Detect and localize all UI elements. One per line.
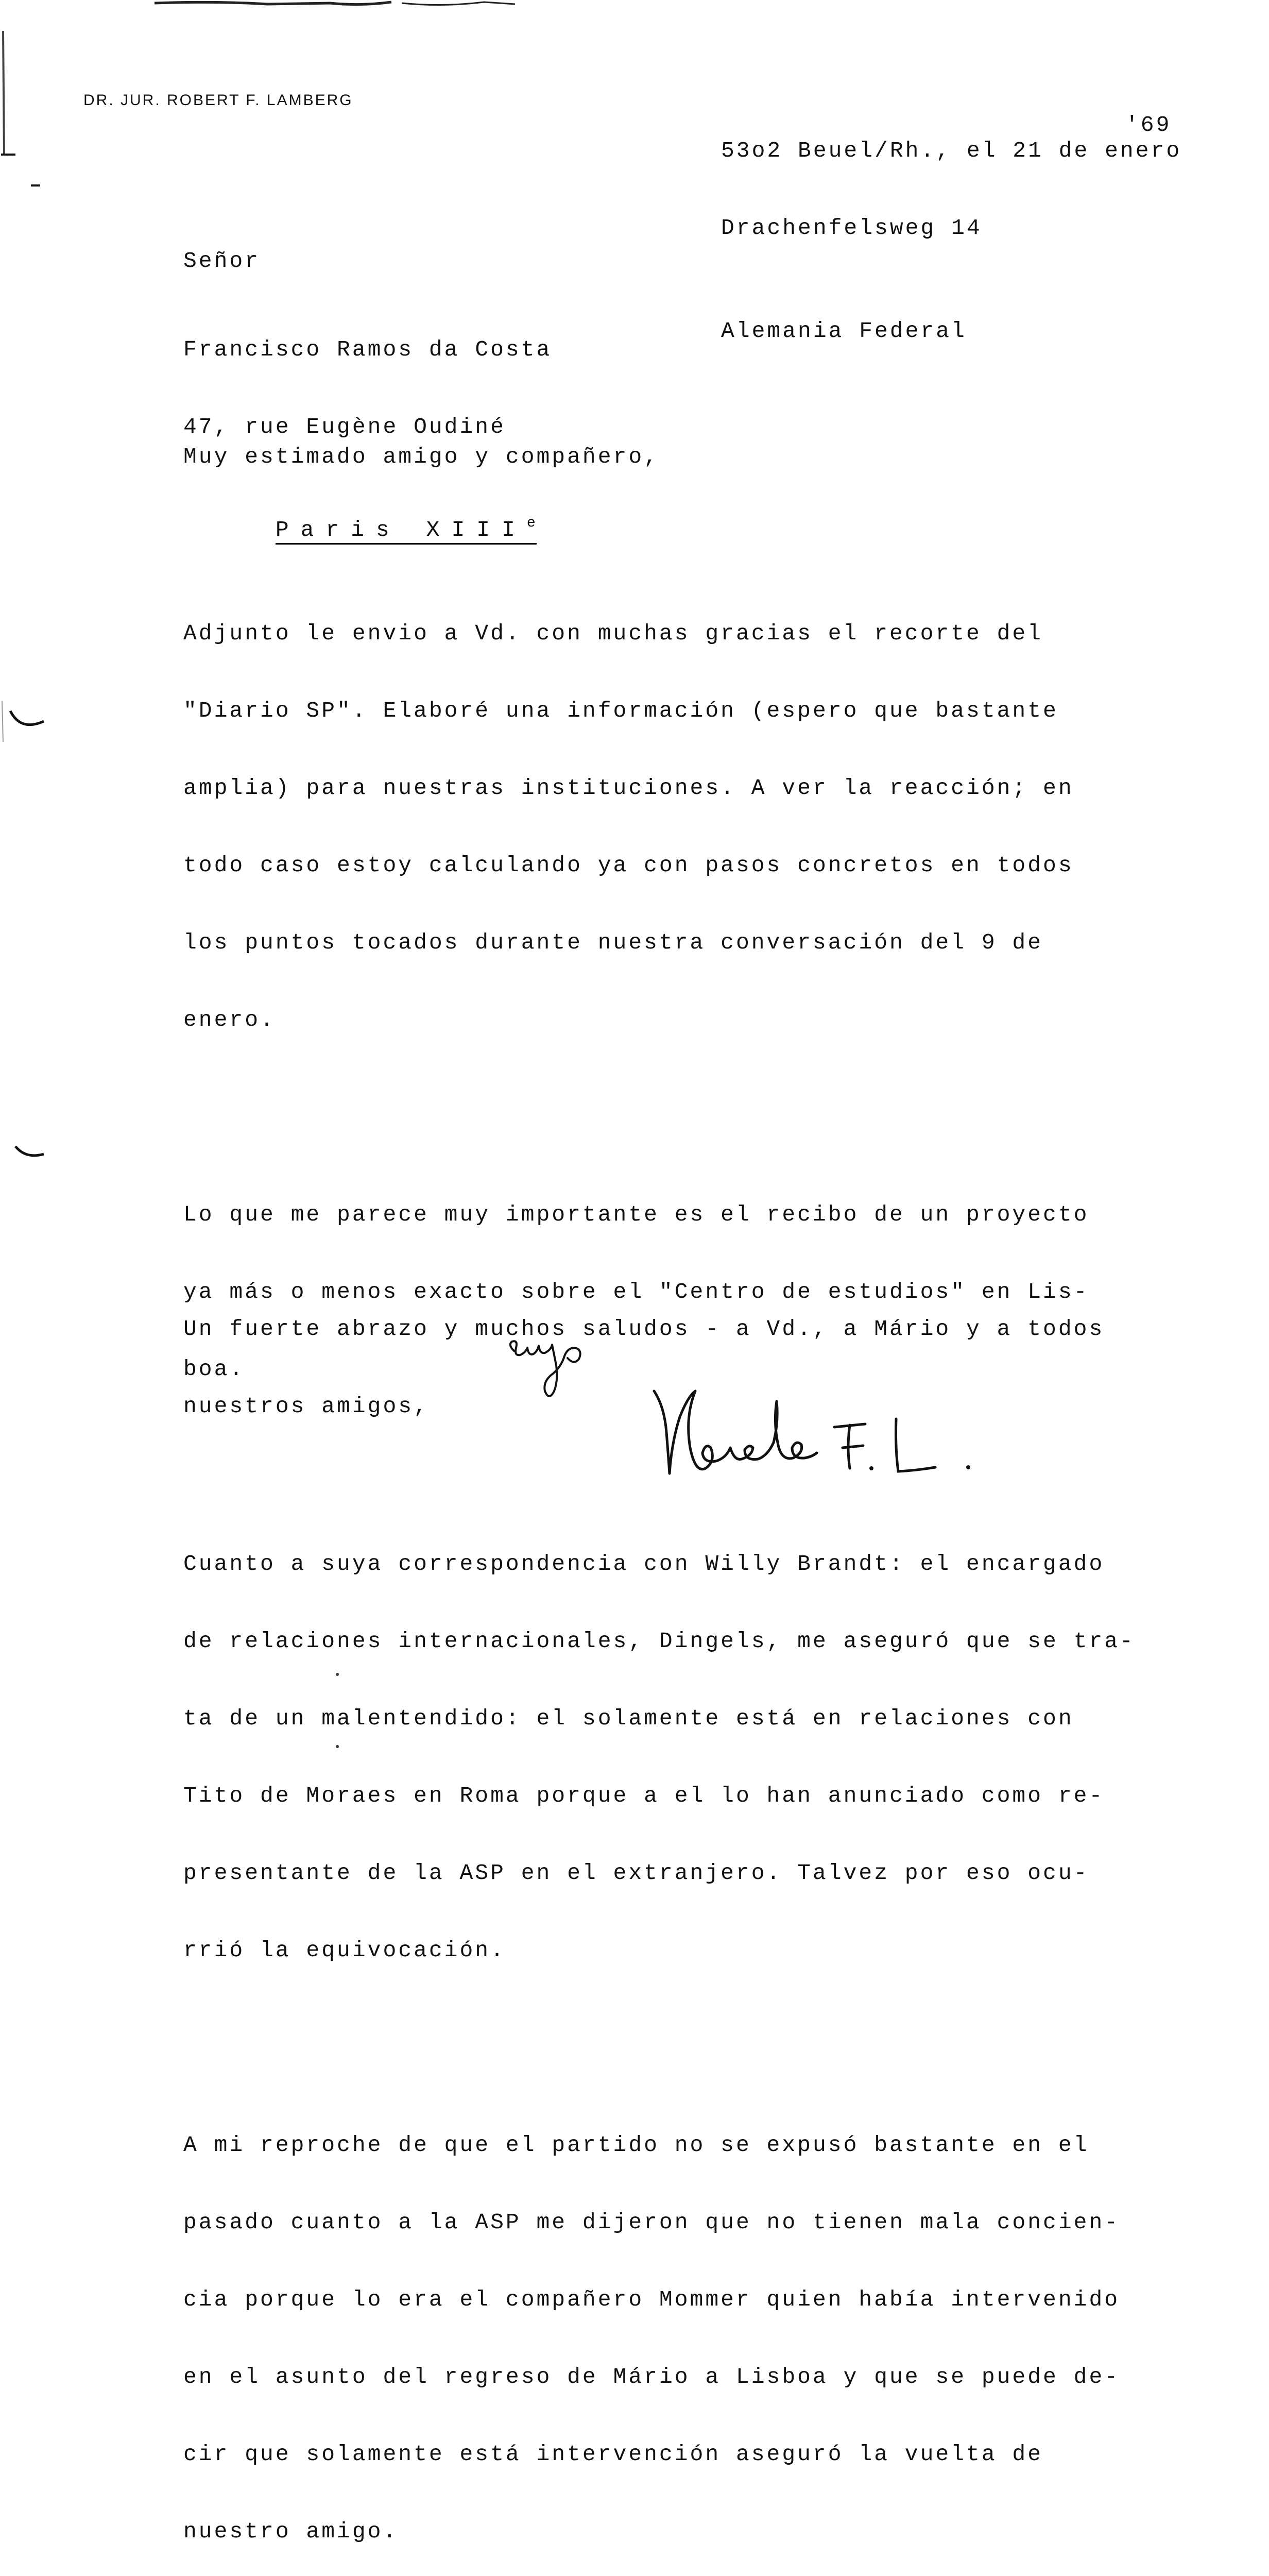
letter-year: '69 — [1125, 112, 1172, 138]
body-line: cir que solamente está intervención aseguró la vuelta de — [183, 2442, 1043, 2467]
sender-address — [721, 87, 1181, 396]
recipient-street: 47, rue Eugène Oudiné — [183, 414, 506, 439]
recipient-city-suffix: e — [526, 515, 537, 531]
body-line: los puntos tocados durante nuestra conversación del 9 de — [183, 930, 1043, 955]
body-line: "Diario SP". Elaboré una información (espero que bastante — [183, 698, 1058, 723]
letter-body — [183, 518, 1188, 2576]
sender-address-line: Alemania Federal — [721, 318, 967, 344]
paragraph — [183, 1500, 1188, 2015]
body-line: Tito de Moraes en Roma porque a el lo han anunciado como re- — [183, 1783, 1105, 1808]
sender-address-line: 53o2 Beuel/Rh., el 21 de enero — [721, 138, 1182, 163]
body-line: todo caso estoy calculando ya con pasos concretos en todos — [183, 853, 1074, 878]
body-line: ta de un malentendido: el solamente está en relaciones con — [183, 1706, 1074, 1731]
letterhead: DR. JUR. ROBERT F. LAMBERG — [83, 92, 353, 109]
body-line: rrió la equivocación. — [183, 1938, 506, 1963]
body-line: enero. — [183, 1007, 276, 1032]
closing-line: Un fuerte abrazo y muchos saludos - a Vd., a Mário y a todos — [183, 1316, 1105, 1342]
recipient-name: Francisco Ramos da Costa — [183, 337, 552, 362]
body-line: Lo que me parece muy importante es el recibo de un proyecto — [183, 1202, 1089, 1227]
body-line: en el asunto del regreso de Mário a Lisboa y que se puede de- — [183, 2364, 1120, 2389]
body-line: nuestro amigo. — [183, 2519, 399, 2544]
body-line: ya más o menos exacto sobre el "Centro de estudios" en Lis- — [183, 1279, 1089, 1304]
greeting: Muy estimado amigo y compañero, — [183, 444, 659, 469]
paragraph — [183, 569, 1188, 1084]
body-line: Adjunto le envio a Vd. con muchas gracias el recorte del — [183, 621, 1043, 646]
body-line: A mi reproche de que el partido no se expusó bastante en el — [183, 2132, 1089, 2158]
body-line: cia porque lo era el compañero Mommer quien había intervenido — [183, 2287, 1120, 2312]
body-line: presentante de la ASP en el extranjero. Talvez por eso ocu- — [183, 1860, 1089, 1886]
body-line: de relaciones internacionales, Dingels, me aseguró que se tra- — [183, 1629, 1135, 1654]
body-line: pasado cuanto a la ASP me dijeron que no tienen mala concien- — [183, 2210, 1120, 2235]
closing-line: nuestros amigos, — [183, 1394, 429, 1419]
handwritten-suyo — [505, 1329, 608, 1417]
sender-address-line: Drachenfelsweg 14 — [721, 215, 982, 241]
paragraph — [183, 2081, 1188, 2576]
recipient-title: Señor — [183, 248, 261, 274]
body-line: Cuanto a suya correspondencia con Willy Brandt: el encargado — [183, 1551, 1105, 1577]
body-line: amplia) para nuestras instituciones. A ver la reacción; en — [183, 775, 1074, 801]
signature — [639, 1370, 999, 1494]
body-line: boa. — [183, 1357, 245, 1382]
recipient-city-text: Paris XIII — [275, 517, 527, 543]
